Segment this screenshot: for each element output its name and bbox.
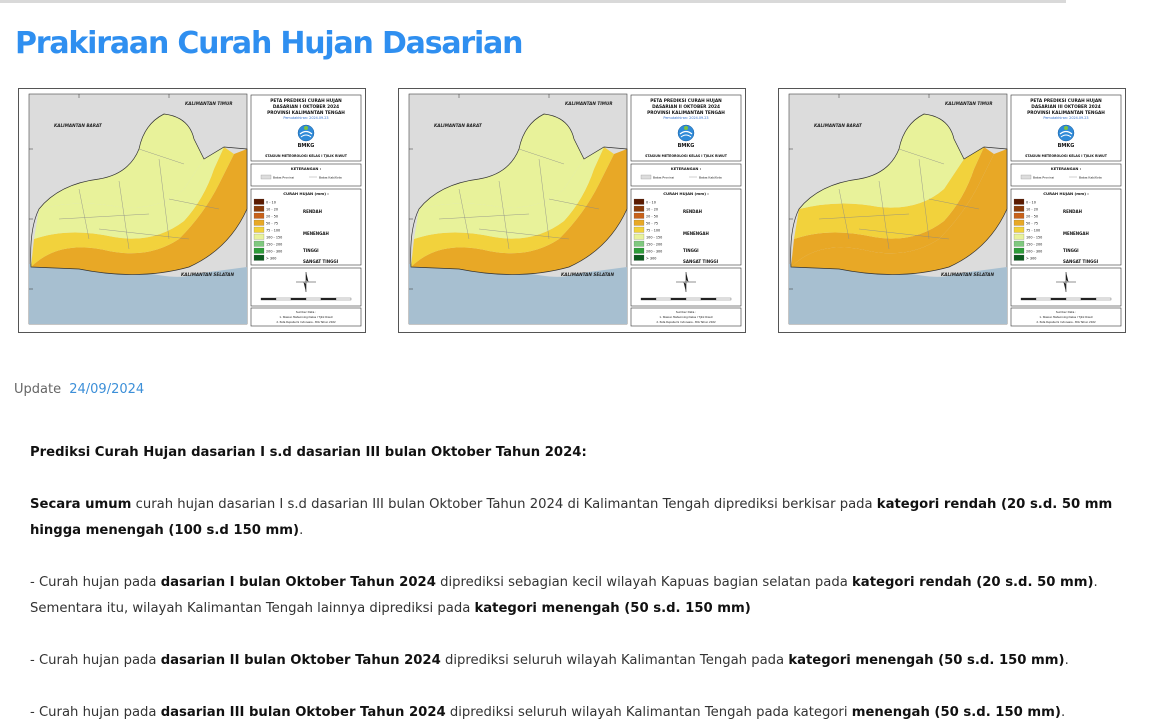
legend-range: 100 - 150	[1026, 235, 1043, 240]
legend-range: > 300	[646, 256, 657, 261]
bmkg-text: BMKG	[677, 143, 695, 149]
legend-title: CURAH HUJAN (mm) :	[663, 191, 709, 196]
rainfall-map	[399, 89, 745, 332]
top-divider	[0, 0, 1066, 3]
category-menengah: MENENGAH	[303, 231, 329, 236]
category-sangat-tinggi: SANGAT TINGGI	[683, 259, 719, 264]
legend-batas-provinsi: Batas Provinsi	[653, 175, 675, 180]
legend-range: 10 - 20	[1026, 207, 1039, 212]
source-1: 1. Stasiun Meteorologi Kelas I Tjilik Riwut	[1039, 316, 1093, 319]
paragraph-dasarian-2: - Curah hujan pada dasarian II bulan Oktober Tahun 2024 diprediksi seluruh wilayah Kalimantan Tengah pada kategori menengah (50 s.d. 150 mm).	[30, 653, 1069, 668]
scale-bar-icon	[1021, 298, 1111, 300]
map-issued: Pemutakhiran: 2024.09.23	[663, 116, 709, 120]
map-legend-panel	[1011, 95, 1121, 326]
source-1: 1. Stasiun Meteorologi Kelas I Tjilik Riwut	[279, 316, 333, 319]
map-legend-panel	[251, 95, 361, 326]
legend-range: 200 - 300	[1026, 249, 1043, 254]
bmkg-text: BMKG	[297, 143, 315, 149]
legend-range: 150 - 200	[266, 242, 283, 247]
map-dasarian: DASARIAN I OKTOBER 2024	[272, 105, 340, 110]
bmkg-logo-icon	[298, 125, 314, 141]
legend-title: CURAH HUJAN (mm) :	[1043, 191, 1089, 196]
map-dasarian: DASARIAN II OKTOBER 2024	[652, 105, 720, 110]
map-issued: Pemutakhiran: 2024.09.23	[1043, 116, 1089, 120]
legend-range: 10 - 20	[646, 207, 659, 212]
map-area	[409, 94, 627, 324]
category-tinggi: TINGGI	[683, 248, 699, 253]
source-2: 2. Peta Rupabumi Indonesia - BIG Tahun 2022	[656, 321, 716, 324]
keterangan-title: KETERANGAN :	[1050, 167, 1082, 171]
legend-batas-provinsi: Batas Provinsi	[1033, 175, 1055, 180]
forecast-article	[30, 440, 1113, 726]
source-label: Sumber Data :	[675, 310, 697, 314]
legend-range: > 300	[1026, 256, 1037, 261]
legend-range: 150 - 200	[646, 242, 663, 247]
label-kalsel: KALIMANTAN SELATAN	[181, 272, 235, 277]
label-kaltim: KALIMANTAN TIMUR	[185, 101, 233, 106]
paragraph-dasarian-3: - Curah hujan pada dasarian III bulan Oktober Tahun 2024 diprediksi seluruh wilayah Kalimantan Tengah pada kategori menengah (50 s.d. 150 mm).	[30, 705, 1066, 720]
legend-range: 50 - 75	[646, 221, 659, 226]
category-rendah: RENDAH	[683, 209, 702, 214]
keterangan-title: KETERANGAN :	[670, 167, 702, 171]
legend-range: 75 - 100	[646, 228, 661, 233]
legend-batas-kab: Batas Kab/Kota	[1079, 175, 1102, 180]
map-province: PROVINSI KALIMANTAN TENGAH	[1027, 111, 1105, 116]
label-kalbar: KALIMANTAN BARAT	[434, 123, 482, 128]
bmkg-logo-icon	[1058, 125, 1074, 141]
map-province: PROVINSI KALIMANTAN TENGAH	[267, 111, 345, 116]
label-kaltim: KALIMANTAN TIMUR	[565, 101, 613, 106]
page-title: Prakiraan Curah Hujan Dasarian	[15, 26, 523, 61]
legend-range: 100 - 150	[646, 235, 663, 240]
map-dasarian: DASARIAN III OKTOBER 2024	[1031, 105, 1101, 110]
legend-range: 150 - 200	[1026, 242, 1043, 247]
bmkg-text: BMKG	[1057, 143, 1075, 149]
map-thumbnail-1[interactable]	[18, 88, 366, 333]
label-kalbar: KALIMANTAN BARAT	[54, 123, 102, 128]
category-menengah: MENENGAH	[683, 231, 709, 236]
legend-range: 50 - 75	[1026, 221, 1039, 226]
legend-batas-kab: Batas Kab/Kota	[699, 175, 722, 180]
legend-range: 20 - 50	[1026, 214, 1039, 219]
legend-range: 20 - 50	[646, 214, 659, 219]
map-heading: PETA PREDIKSI CURAH HUJAN	[1030, 99, 1102, 104]
paragraph-dasarian-1: - Curah hujan pada dasarian I bulan Oktober Tahun 2024 diprediksi sebagian kecil wilayah Kapuas bagian selatan pada kategori rendah (20 s.d. 50 mm).	[30, 575, 1098, 590]
label-kalsel: KALIMANTAN SELATAN	[561, 272, 615, 277]
map-heading: PETA PREDIKSI CURAH HUJAN	[650, 99, 722, 104]
category-menengah: MENENGAH	[1063, 231, 1089, 236]
label-kaltim: KALIMANTAN TIMUR	[945, 101, 993, 106]
category-sangat-tinggi: SANGAT TINGGI	[303, 259, 339, 264]
category-tinggi: TINGGI	[1063, 248, 1079, 253]
label-kalbar: KALIMANTAN BARAT	[814, 123, 862, 128]
legend-title: CURAH HUJAN (mm) :	[283, 191, 329, 196]
category-rendah: RENDAH	[303, 209, 322, 214]
update-label: Update	[14, 382, 62, 397]
update-info	[14, 382, 144, 397]
category-rendah: RENDAH	[1063, 209, 1082, 214]
legend-range: 0 - 10	[266, 200, 276, 205]
legend-range: 200 - 300	[646, 249, 663, 254]
legend-range: > 300	[266, 256, 277, 261]
legend-range: 75 - 100	[1026, 228, 1041, 233]
legend-range: 10 - 20	[266, 207, 279, 212]
paragraph-dasarian-1-cont: Sementara itu, wilayah Kalimantan Tengah lainnya diprediksi pada kategori menengah (50 s.d. 150 mm)	[30, 601, 751, 616]
map-thumbnail-3[interactable]	[778, 88, 1126, 333]
map-gallery[interactable]	[0, 87, 1107, 337]
map-legend-panel	[631, 95, 741, 326]
station-name: STASIUN METEOROLOGI KELAS I TJILIK RIWUT	[645, 154, 727, 158]
bmkg-logo-icon	[678, 125, 694, 141]
legend-batas-provinsi: Batas Provinsi	[273, 175, 295, 180]
legend-range: 200 - 300	[266, 249, 283, 254]
map-heading: PETA PREDIKSI CURAH HUJAN	[270, 99, 342, 104]
source-2: 2. Peta Rupabumi Indonesia - BIG Tahun 2022	[1036, 321, 1096, 324]
label-kalsel: KALIMANTAN SELATAN	[941, 272, 995, 277]
map-area	[789, 94, 1007, 324]
category-sangat-tinggi: SANGAT TINGGI	[1063, 259, 1099, 264]
station-name: STASIUN METEOROLOGI KELAS I TJILIK RIWUT	[1025, 154, 1107, 158]
scale-bar-icon	[261, 298, 351, 300]
legend-range: 20 - 50	[266, 214, 279, 219]
update-date: 24/09/2024	[69, 382, 145, 397]
map-province: PROVINSI KALIMANTAN TENGAH	[647, 111, 725, 116]
paragraph-summary-cont: hingga menengah (100 s.d 150 mm).	[30, 523, 304, 538]
legend-batas-kab: Batas Kab/Kota	[319, 175, 342, 180]
scale-bar-icon	[641, 298, 731, 300]
source-2: 2. Peta Rupabumi Indonesia - BIG Tahun 2022	[276, 321, 336, 324]
source-1: 1. Stasiun Meteorologi Kelas I Tjilik Riwut	[659, 316, 713, 319]
legend-range: 0 - 10	[1026, 200, 1036, 205]
map-area	[29, 94, 247, 324]
rainfall-map	[19, 89, 365, 332]
rainfall-map	[779, 89, 1125, 332]
map-issued: Pemutakhiran: 2024.09.23	[283, 116, 329, 120]
article-heading: Prediksi Curah Hujan dasarian I s.d dasarian III bulan Oktober Tahun 2024:	[30, 445, 587, 460]
category-tinggi: TINGGI	[303, 248, 319, 253]
source-label: Sumber Data :	[1055, 310, 1077, 314]
map-thumbnail-2[interactable]	[398, 88, 746, 333]
legend-range: 75 - 100	[266, 228, 281, 233]
source-label: Sumber Data :	[295, 310, 317, 314]
legend-range: 50 - 75	[266, 221, 279, 226]
legend-range: 0 - 10	[646, 200, 656, 205]
legend-range: 100 - 150	[266, 235, 283, 240]
keterangan-title: KETERANGAN :	[290, 167, 322, 171]
paragraph-summary: Secara umum curah hujan dasarian I s.d dasarian III bulan Oktober Tahun 2024 di Kalimantan Tengah diprediksi berkisar pada kategori rendah (20 s.d. 50 mm	[30, 497, 1113, 512]
station-name: STASIUN METEOROLOGI KELAS I TJILIK RIWUT	[265, 154, 347, 158]
